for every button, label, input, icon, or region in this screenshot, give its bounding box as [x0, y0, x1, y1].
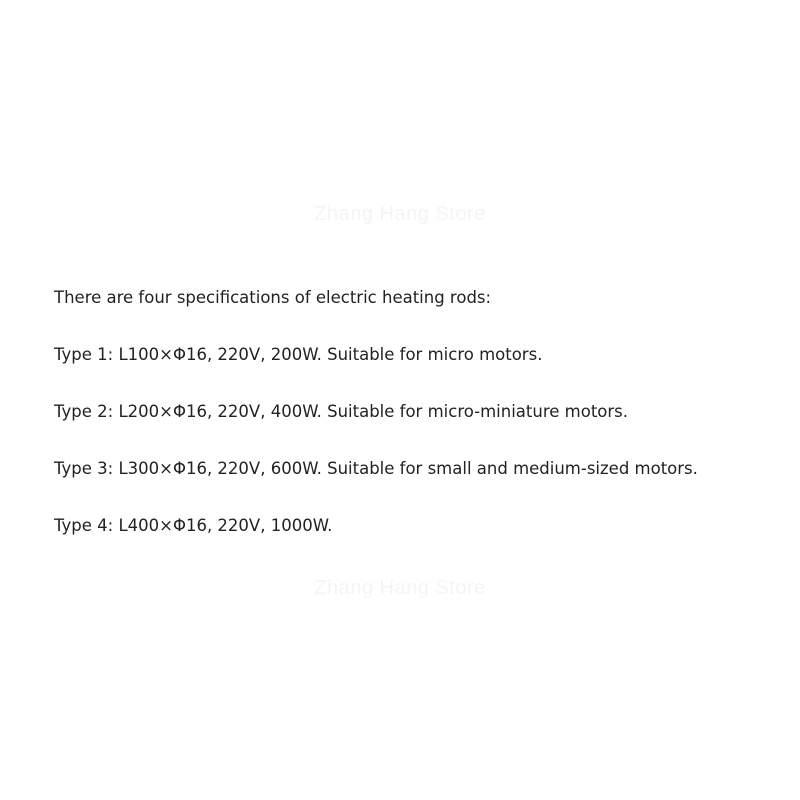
type-1-spec: Type 1: L100×Φ16, 220V, 200W. Suitable for micro motors.	[54, 345, 543, 364]
intro-text: There are four specifications of electric heating rods:	[54, 288, 492, 307]
type-2-spec: Type 2: L200×Φ16, 220V, 400W. Suitable for micro-miniature motors.	[54, 402, 629, 421]
type-4-spec: Type 4: L400×Φ16, 220V, 1000W.	[54, 516, 333, 535]
store-watermark	[0, 203, 800, 226]
type-3-spec: Type 3: L300×Φ16, 220V, 600W. Suitable for small and medium-sized motors.	[54, 459, 698, 478]
store-watermark	[0, 577, 800, 600]
specification-text-block	[54, 287, 774, 572]
